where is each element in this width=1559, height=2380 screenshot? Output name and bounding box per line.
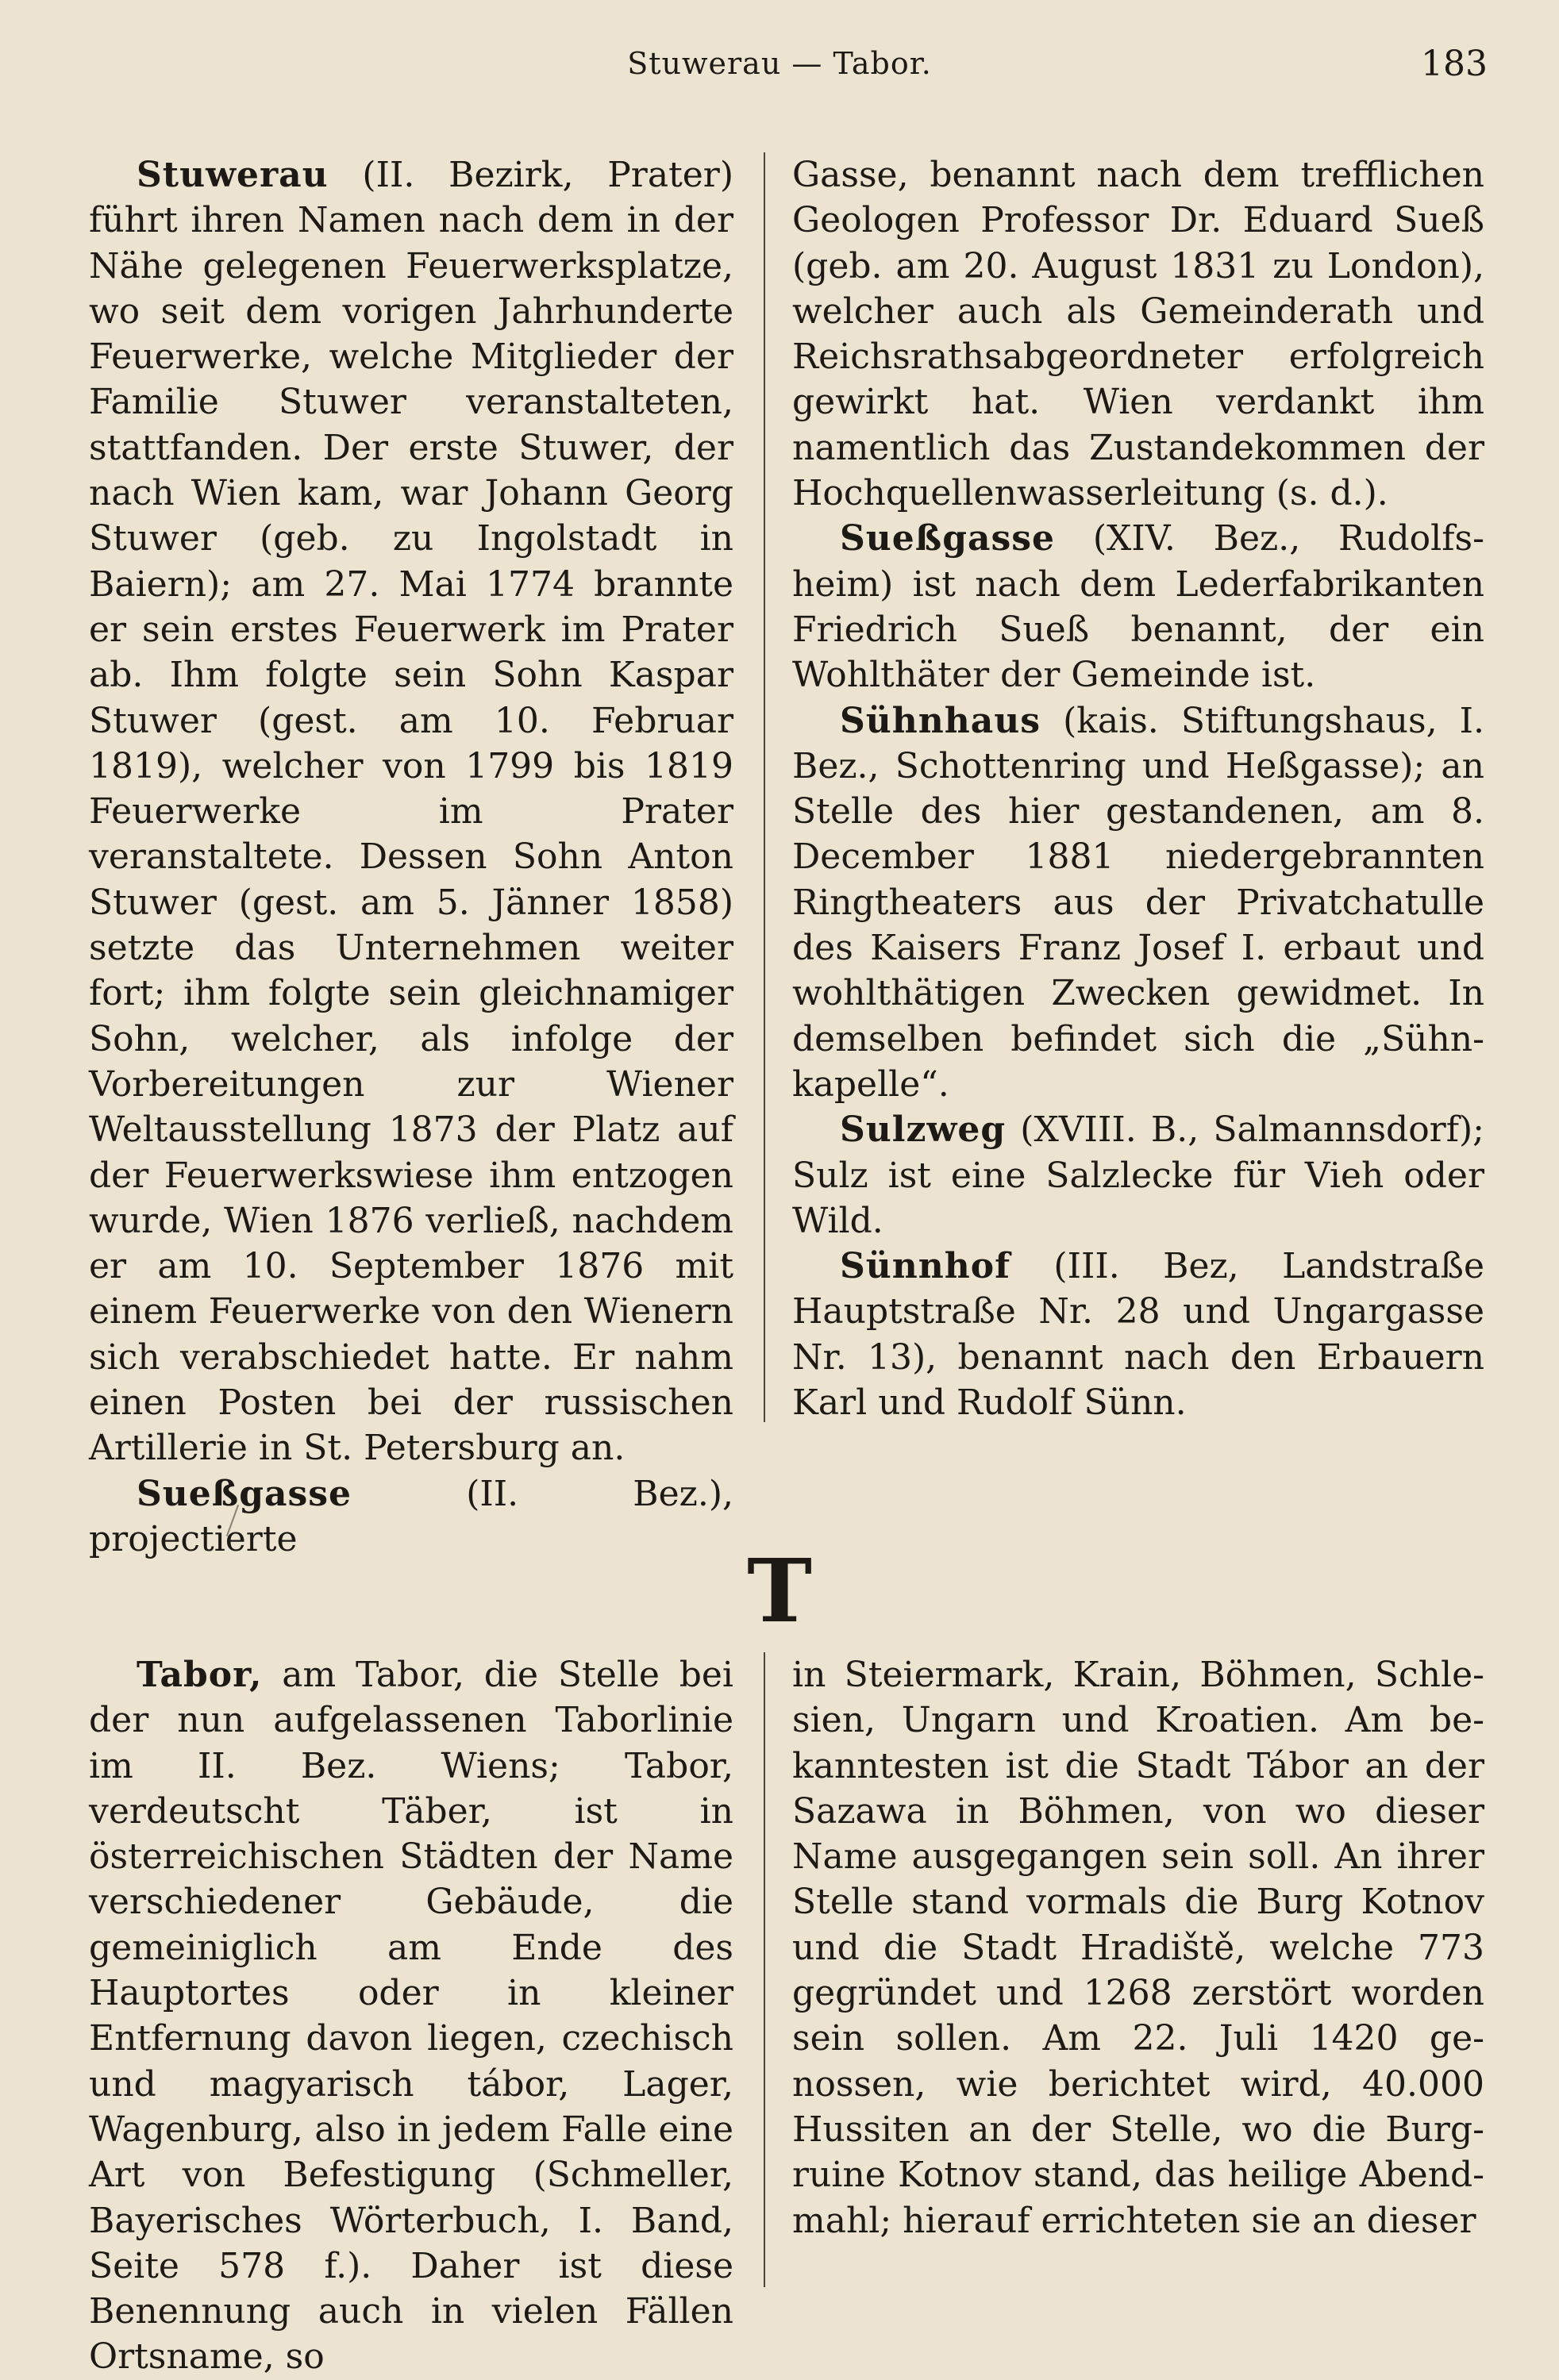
entry-lemma: Sühnhaus	[840, 700, 1041, 741]
entry-lemma: Sulzweg	[840, 1109, 1007, 1151]
page-number: 183	[1421, 44, 1488, 84]
entry-text: (kais. Stiftungshaus, I. Bez., Schottenring und Heßgasse); an Stelle des hier gestandenen, am 8. December 1881 niedergebrannten Ringtheaters aus der Privatchatulle des Kaisers Franz Josef I. erbaut und wohlthätigen Zwecken gewidmet. In demselben befindet sich die „Sühnkapelle“.	[792, 700, 1484, 1105]
entry-text: (II. Bezirk, Prater) führt ihren Namen nach dem in der Nähe gelegenen Feuerwerksplatze, wo seit dem vorigen Jahrhunderte Feuerwerke, welche Mitglieder der Familie Stuwer veranstalteten, stattfanden. Der erste Stuwer, der nach Wien kam, war Johann Georg Stuwer (geb. zu Ingolstadt in Baiern); am 27. Mai 1774 brannte er sein erstes Feuerwerk im Prater ab. Ihm folgte sein Sohn Kaspar Stuwer (gest. am 10. Februar 1819), welcher von 1799 bis 1819 Feuerwerke im Prater veranstaltete. Dessen Sohn Anton Stuwer (gest. am 5. Jänner 1858) setzte das Unternehmen weiter fort; ihm folgte sein gleichnamiger Sohn, welcher, als infolge der Vorbereitungen zur Wiener Weltausstellung 1873 der Platz auf der Feuerwerkswiese ihm entzogen wurde, Wien 1876 verließ, nachdem er am 10. September 1876 mit einem Feuerwerke von den Wienern sich verabschiedet hatte. Er nahm einen Posten bei der russischen Artillerie in St. Petersburg an.	[89, 155, 733, 1469]
column-divider-top	[764, 152, 765, 1422]
column-divider-bottom	[764, 1652, 765, 2287]
entry-text: Gasse, benannt nach dem trefflichen Geologen Professor Dr. Eduard Sueß (geb. am 20. August 1831 zu London), welcher auch als Gemeinderath und Reichsrathsabgeordneter erfolgreich gewirkt hat. Wien verdankt ihm namentlich das Zustandekommen der Hochquellenwasserleitung (s. d.).	[792, 155, 1484, 514]
entry-lemma: Sueßgasse	[137, 1473, 352, 1514]
entry-text: (XIV. Bez., Rudolfsheim) ist nach dem Lederfabrikanten Friedrich Sueß benannt, der ein Wohlthäter der Gemeinde ist.	[792, 518, 1484, 696]
entry-sulzweg	[792, 1107, 1484, 1244]
entry-lemma: Sueßgasse	[840, 518, 1056, 559]
entry-lemma: Stuwerau	[137, 155, 329, 195]
entry-text: in Steiermark, Krain, Böhmen, Schlesien, Ungarn und Kroatien. Am bekanntesten ist die Stadt Tábor an der Sazawa in Böhmen, von wo dieser Name ausgegangen sein soll. An ihrer Stelle stand vormals die Burg Kotnov und die Stadt Hradiště, welche 773 gegründet und 1268 zerstört worden sein sollen. Am 22. Juli 1420 genossen, wie berichtet wird, 40.000 Hussiten an der Stelle, wo die Burgruine Kotnov stand, das heilige Abendmahl; hierauf errichteten sie an dieser	[792, 1655, 1484, 2241]
entry-suennhof	[792, 1244, 1484, 1425]
entry-text: (II. Bez.), projectierte	[89, 1473, 733, 1559]
entry-stuwerau	[89, 152, 733, 1471]
entry-text: (XVIII. B., Salmannsdorf); Sulz ist eine Salzlecke für Vieh oder Wild.	[792, 1109, 1484, 1241]
running-title: Stuwerau — Tabor.	[627, 46, 932, 81]
entry-tabor	[89, 1652, 733, 2380]
entry-text: (III. Bez, Landstraße Hauptstraße Nr. 28 und Ungargasse Nr. 13), benannt nach den Erbauern Karl und Rudolf Sünn.	[792, 1246, 1484, 1424]
entry-lemma: Tabor,	[137, 1655, 263, 1695]
entry-text: am Tabor, die Stelle bei der nun aufgelassenen Taborlinie im II. Bez. Wiens; Tabor, verdeutscht Täber, ist in österreichischen Städten der Name verschiedener Gebäude, die gemeiniglich am Ende des Hauptortes oder in kleiner Entfernung davon liegen, czechisch und magyarisch tábor, Lager, Wagenburg, also in jedem Falle eine Art von Befestigung (Schmeller, Bayerisches Wörterbuch, I. Band, Seite 578 f.). Daher ist diese Benennung auch in vielen Fällen Ortsname, so	[89, 1655, 733, 2378]
entry-suessgasse-xiv	[792, 516, 1484, 698]
section-letter: T	[747, 1540, 812, 1642]
entry-lemma: Sünnhof	[840, 1246, 1011, 1287]
top-right-column	[792, 152, 1484, 1425]
entry-continuation	[792, 1652, 1484, 2244]
bottom-right-column	[792, 1652, 1484, 2244]
entry-suehnhaus	[792, 698, 1484, 1108]
top-left-column	[89, 152, 733, 1562]
bottom-left-column	[89, 1652, 733, 2380]
entry-continuation	[792, 152, 1484, 516]
